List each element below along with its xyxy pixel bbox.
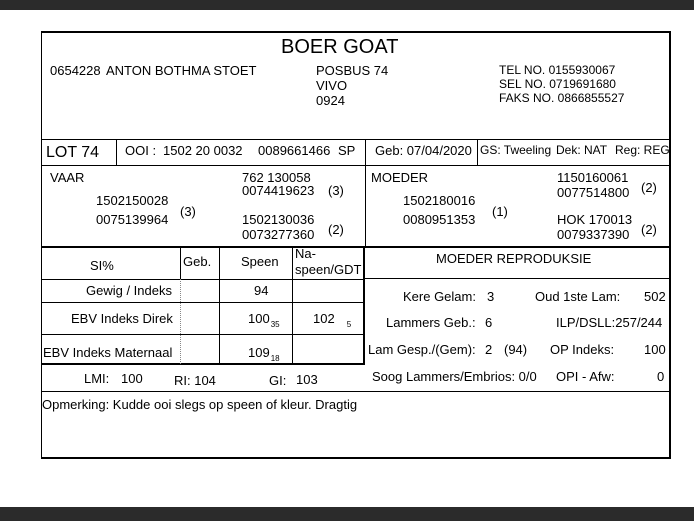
speen-header: Speen	[241, 254, 279, 269]
reproduction-title: MOEDER REPRODUKSIE	[436, 251, 592, 266]
speen-value: 100	[248, 311, 270, 326]
moeder-id-2: 0080951353	[403, 212, 476, 227]
vv-id-2: 0074419623	[242, 183, 315, 198]
divider	[292, 246, 293, 364]
oud-value: 502	[644, 289, 666, 304]
mm-id-2: 0079337390	[557, 227, 630, 242]
mm-score: (2)	[641, 222, 657, 237]
lot-number: LOT 74	[46, 144, 100, 161]
vm-score: (2)	[328, 222, 344, 237]
mv-id-2: 0077514800	[557, 185, 630, 200]
divider	[365, 165, 366, 247]
divider	[477, 139, 478, 165]
kere-value: 3	[487, 289, 495, 304]
vaar-label: VAAR	[50, 170, 85, 185]
mv-id-1: 1150160061	[557, 170, 629, 185]
animal-id: 0089661466	[258, 143, 331, 158]
soog-value: Soog Lammers/Embrios: 0/0	[372, 369, 537, 384]
row-label-maternaal: EBV Indeks Maternaal	[43, 345, 173, 360]
vaar-id-2: 0075139964	[96, 212, 169, 227]
divider	[41, 165, 671, 166]
divider	[363, 246, 365, 364]
divider	[41, 302, 365, 303]
breeder-name: ANTON BOTHMA STOET	[106, 63, 257, 78]
row-label-gewig: Gewig / Indeks	[86, 283, 172, 298]
lammers-value: 6	[485, 315, 493, 330]
bottom-dark-band	[0, 507, 694, 521]
top-dark-band	[0, 0, 694, 10]
vv-id-1: 762 130058	[242, 170, 311, 185]
gi-value: 103	[296, 372, 318, 387]
divider	[41, 391, 671, 392]
naspeen-header-1: Na-	[295, 246, 316, 261]
divider	[180, 246, 181, 280]
divider	[41, 334, 365, 335]
divider	[41, 246, 671, 248]
divider	[365, 278, 671, 279]
address-line-2: VIVO	[316, 78, 348, 93]
address-line-3: 0924	[316, 93, 345, 108]
vv-score: (3)	[328, 183, 344, 198]
row-label-direk: EBV Indeks Direk	[71, 311, 173, 326]
ooi-label: OOI :	[125, 143, 157, 158]
opi-value: 0	[657, 369, 665, 384]
vm-id-1: 1502130036	[242, 212, 315, 227]
sel-number: SEL NO. 0719691680	[499, 77, 616, 91]
ri-value: RI: 104	[174, 373, 216, 388]
op-value: 100	[644, 342, 666, 357]
vaar-score: (3)	[180, 204, 196, 219]
speen-sub: 18	[270, 354, 280, 363]
divider	[41, 363, 365, 365]
remark: Opmerking: Kudde ooi slegs op speen of kleur. Dragtig	[42, 397, 358, 412]
speen-sub: 35	[270, 320, 280, 329]
naspeen-header-2: speen/GDT	[295, 262, 362, 277]
faks-number: FAKS NO. 0866855527	[499, 91, 625, 105]
reg-status: Reg: REG	[615, 143, 670, 157]
row-maternaal-speen	[248, 345, 280, 362]
na-value: 102	[313, 311, 335, 326]
address-line-1: POSBUS 74	[316, 63, 389, 78]
geb-header: Geb.	[183, 254, 212, 269]
mv-score: (2)	[641, 180, 657, 195]
lmi-label: LMI:	[84, 371, 110, 386]
vm-id-2: 0073277360	[242, 227, 315, 242]
card-title: BOER GOAT	[281, 36, 399, 58]
dek-status: Dek: NAT	[556, 143, 608, 157]
gesp-label: Lam Gesp./(Gem):	[368, 342, 476, 357]
row-gewig-speen: 94	[254, 283, 269, 298]
oud-label: Oud 1ste Lam:	[535, 289, 621, 304]
na-sub: 5	[346, 320, 352, 329]
moeder-label: MOEDER	[371, 170, 429, 185]
lammers-label: Lammers Geb.:	[386, 315, 476, 330]
divider	[41, 279, 365, 280]
divider	[219, 246, 220, 364]
mm-id-1: HOK 170013	[557, 212, 633, 227]
divider	[180, 279, 181, 364]
tel-number: TEL NO. 0155930067	[499, 63, 616, 77]
breeder-number: 0654228	[50, 63, 101, 78]
row-direk-na	[313, 311, 351, 328]
moeder-score: (1)	[492, 204, 508, 219]
sp-code: SP	[338, 143, 356, 158]
row-direk-speen	[248, 311, 280, 328]
divider	[41, 139, 671, 140]
lmi-value: 100	[121, 371, 143, 386]
opi-label: OPI - Afw:	[556, 369, 615, 384]
gesp-gem: (94)	[504, 342, 528, 357]
op-label: OP Indeks:	[550, 342, 615, 357]
vaar-id-1: 1502150028	[96, 193, 169, 208]
divider	[365, 139, 366, 165]
gi-label: GI:	[269, 373, 287, 388]
ooi-value: 1502 20 0032	[163, 143, 243, 158]
si-header: SI%	[90, 258, 114, 273]
birth-status: GS: Tweeling	[480, 143, 552, 157]
birth-date: Geb: 07/04/2020	[375, 143, 472, 158]
speen-value: 109	[248, 345, 270, 360]
kere-label: Kere Gelam:	[403, 289, 476, 304]
moeder-id-1: 1502180016	[403, 193, 476, 208]
ilp-value: ILP/DSLL:257/244	[556, 315, 663, 330]
divider	[116, 139, 117, 165]
gesp-value: 2	[485, 342, 493, 357]
